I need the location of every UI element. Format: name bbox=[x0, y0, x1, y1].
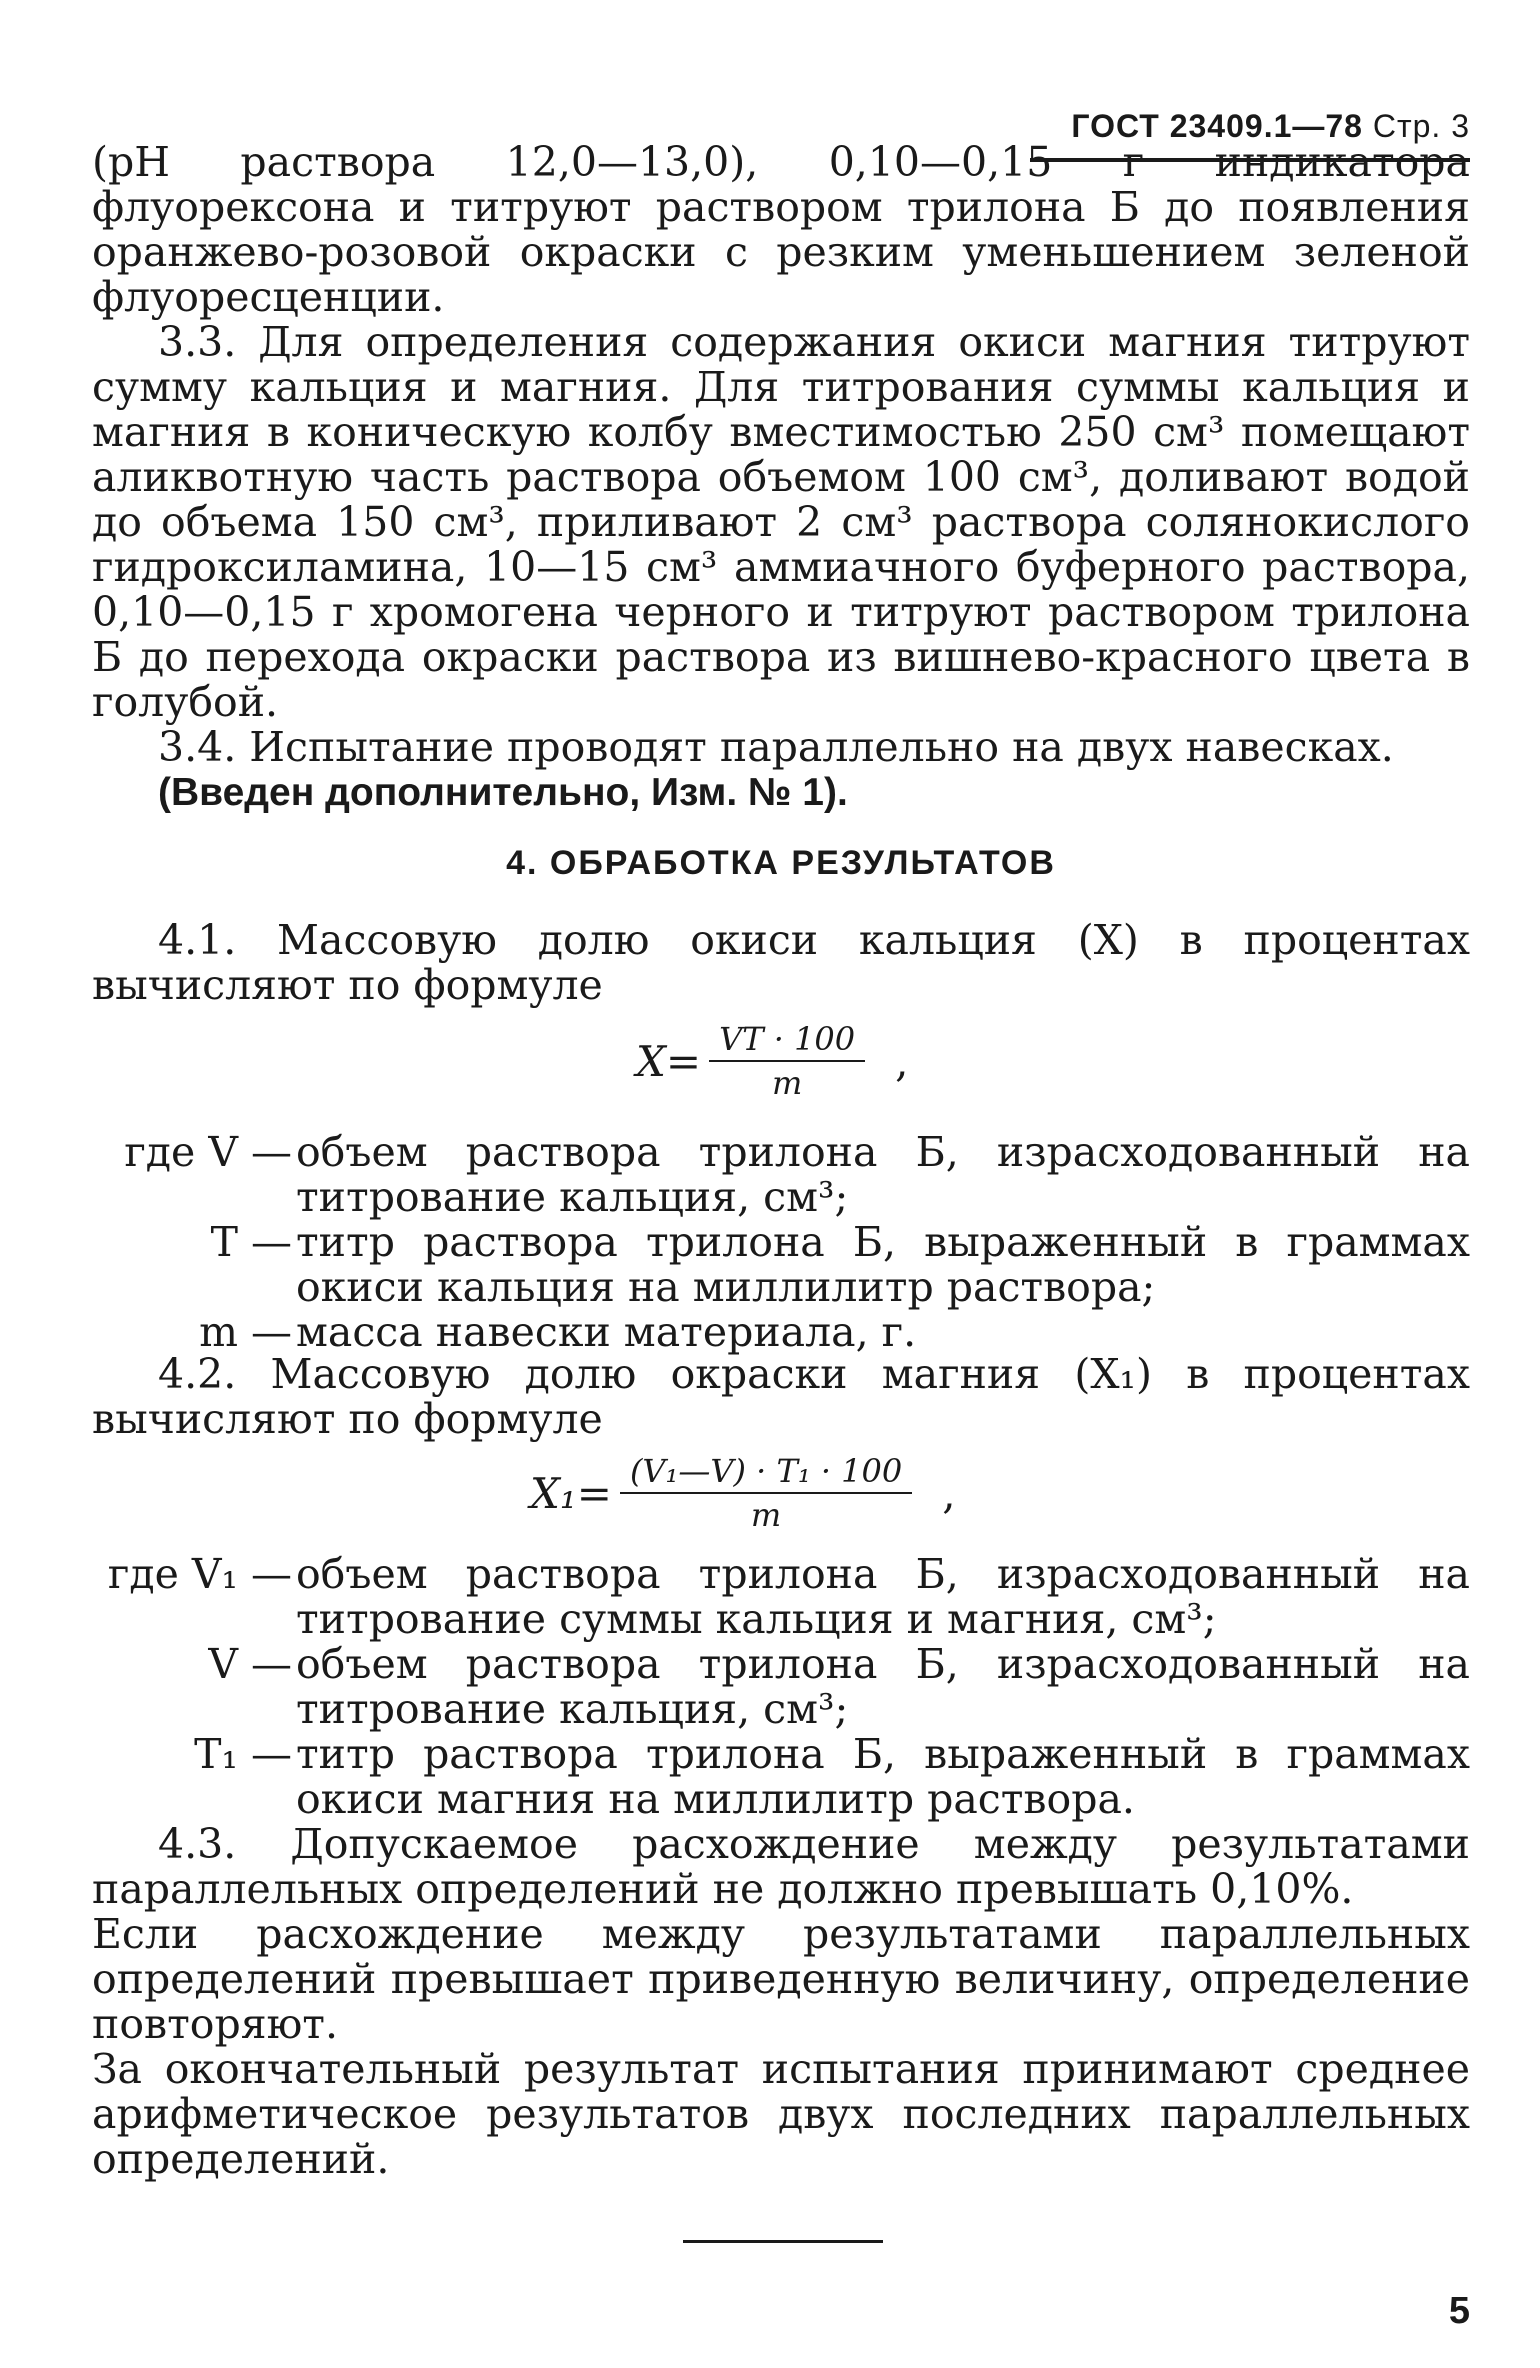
paragraph-3-4: 3.4. Испытание проводят параллельно на двух навесках. bbox=[158, 723, 1394, 771]
definition-term: V — bbox=[208, 1640, 292, 1688]
paragraph-repeat: Если расхождение между результатами параллельных определений превышает приведенную величину, определение повторяют. bbox=[92, 1910, 1470, 2048]
definition-row bbox=[92, 1310, 1470, 1355]
paragraph-final: За окончательный результат испытания принимают среднее арифметическое результатов двух последних параллельных определений. bbox=[92, 2045, 1470, 2183]
paragraph-3-3: 3.3. Для определения содержания окиси магния титруют сумму кальция и магния. Для титрования суммы кальция и магния в коническую колбу вместимостью 250 см³ помещают аликвотную часть раствора объемом 100 см³, доливают водой до объема 150 см³, приливают 2 см³ раствора солянокислого гидроксиламина, 10—15 см³ аммиачного буферного раствора, 0,10—0,15 г хромогена черного и титруют раствором трилона Б до перехода окраски раствора из вишнево-красного цвета в голубой. bbox=[92, 318, 1470, 726]
formula-numerator: (V₁—V) · T₁ · 100 bbox=[620, 1452, 912, 1494]
definition-row bbox=[92, 1642, 1470, 1732]
formula-trail: , bbox=[895, 1036, 909, 1086]
definition-text: объем раствора трилона Б, израсходованный на титрование суммы кальция и магния, см³; bbox=[296, 1550, 1470, 1643]
section-heading: 4. ОБРАБОТКА РЕЗУЛЬТАТОВ bbox=[506, 844, 1056, 882]
definition-text: объем раствора трилона Б, израсходованный на титрование кальция, см³; bbox=[296, 1128, 1470, 1221]
formula-trail: , bbox=[942, 1468, 956, 1518]
standard-code: ГОСТ 23409.1—78 bbox=[1071, 108, 1363, 144]
formula-numerator: VT · 100 bbox=[709, 1020, 865, 1062]
paragraph-4-3: 4.3. Допускаемое расхождение между результатами параллельных определений не должно превышать 0,10%. bbox=[92, 1820, 1470, 1913]
definition-term: T — bbox=[210, 1218, 292, 1266]
page-number: 5 bbox=[1448, 2290, 1470, 2332]
formula-denominator: m bbox=[771, 1064, 803, 1102]
definition-term: m — bbox=[199, 1308, 292, 1356]
definition-term: T₁ — bbox=[194, 1730, 292, 1778]
definition-row bbox=[92, 1220, 1470, 1310]
definition-row bbox=[92, 1552, 1470, 1642]
definition-text: титр раствора трилона Б, выраженный в граммах окиси кальция на миллилитр раствора; bbox=[296, 1218, 1470, 1311]
formula-lhs: X₁= bbox=[530, 1468, 612, 1518]
text-block-4-2 bbox=[92, 1352, 1470, 1442]
definition-text: объем раствора трилона Б, израсходованный на титрование кальция, см³; bbox=[296, 1640, 1470, 1733]
definition-row bbox=[92, 1130, 1470, 1220]
formula-denominator: m bbox=[750, 1496, 782, 1534]
text-block-top bbox=[92, 140, 1470, 815]
definitions-list-1 bbox=[92, 1130, 1470, 1355]
formula-fraction bbox=[620, 1452, 912, 1534]
footer-rule bbox=[683, 2240, 883, 2243]
page-label: Стр. 3 bbox=[1372, 108, 1470, 144]
definition-term: где V₁ — bbox=[107, 1550, 292, 1598]
paragraph-4-1: 4.1. Массовую долю окиси кальция (X) в процентах вычисляют по формуле bbox=[92, 916, 1470, 1009]
formula-fraction bbox=[709, 1020, 865, 1102]
definition-text: титр раствора трилона Б, выраженный в граммах окиси магния на миллилитр раствора. bbox=[296, 1730, 1470, 1823]
definitions-list-2 bbox=[92, 1552, 1470, 1822]
paragraph-continuation: (рН раствора 12,0—13,0), 0,10—0,15 г индикатора флуорексона и титруют раствором трилона Б до появления оранжево-розовой окраски с резким уменьшением зеленой флуоресценции. bbox=[92, 138, 1470, 321]
amendment-note: (Введен дополнительно, Изм. № 1). bbox=[158, 771, 848, 814]
definition-text: масса навески материала, г. bbox=[296, 1308, 917, 1356]
text-block-bottom bbox=[92, 1822, 1470, 2182]
definition-row bbox=[92, 1732, 1470, 1822]
formula-magnesium bbox=[530, 1452, 956, 1534]
formula-calcium bbox=[636, 1020, 909, 1102]
formula-lhs: X= bbox=[636, 1036, 702, 1086]
text-block-4-1 bbox=[92, 918, 1470, 1008]
definition-term: где V — bbox=[124, 1128, 292, 1176]
paragraph-4-2: 4.2. Массовую долю окраски магния (X₁) в процентах вычисляют по формуле bbox=[92, 1350, 1470, 1443]
